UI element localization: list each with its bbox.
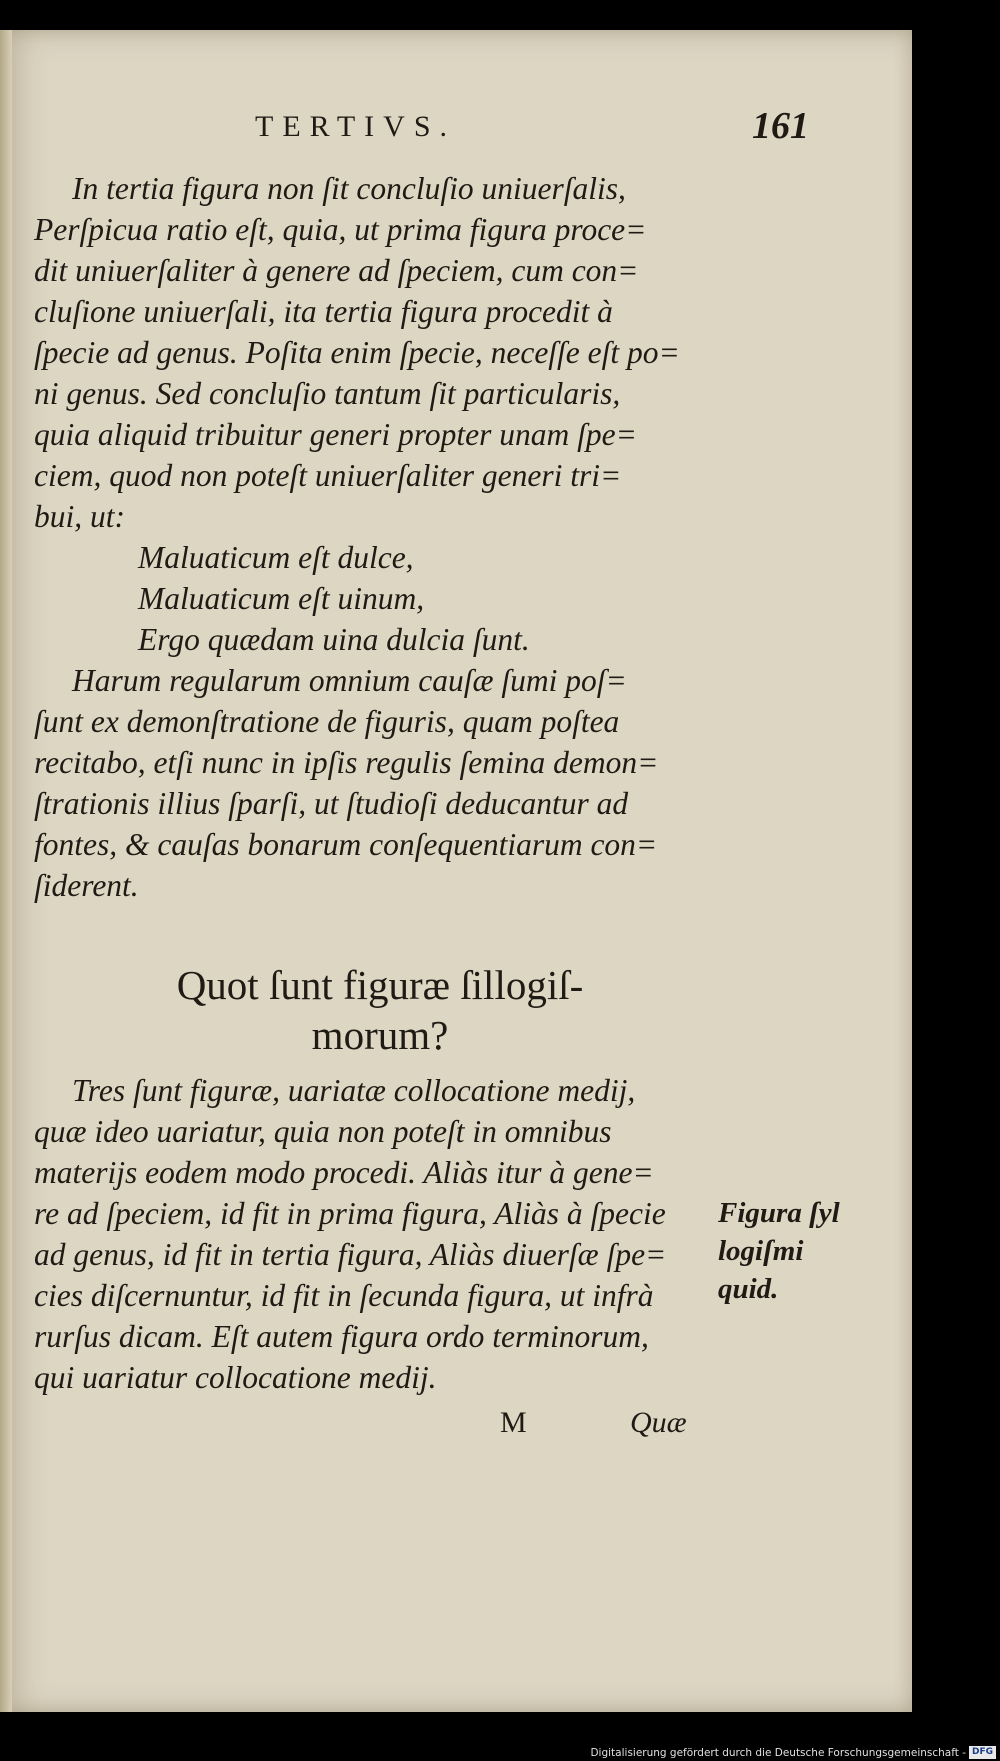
text-line: quæ ideo uariatur, quia non poteſt in omnibus [34, 1114, 612, 1149]
heading-line: Quot ſunt figuræ ſillogiſ- [176, 962, 584, 1008]
credit-text: Digitalisierung gefördert durch die Deutsche Forschungsgemeinschaft - [590, 1746, 966, 1759]
text-line: cluſione uniuerſali, ita tertia figura procedit à [34, 294, 613, 329]
text-line: dit uniuerſaliter à genere ad ſpeciem, cum con= [34, 253, 639, 288]
marginal-note-line: quid. [718, 1273, 779, 1305]
text-line: quia aliquid tribuitur generi propter unam ſpe= [34, 417, 637, 452]
text-line: ad genus, id fit in tertia figura, Aliàs diuerſæ ſpe= [34, 1237, 667, 1272]
book-page [0, 30, 912, 1712]
text-block-lower [34, 1070, 724, 1398]
text-line: Harum regularum omnium cauſæ ſumi poſ= [72, 663, 627, 698]
text-line: re ad ſpeciem, id fit in prima figura, Aliàs à ſpecie [34, 1196, 666, 1231]
text-line: Perſpicua ratio eſt, quia, ut prima figura proce= [34, 212, 647, 247]
marginal-note-line: logiſmi [718, 1235, 804, 1267]
text-line: qui uariatur collocatione medij. [34, 1360, 437, 1395]
text-line: recitabo, etſi nunc in ipſis regulis ſemina demon= [34, 745, 659, 780]
text-line: ſunt ex demonſtratione de figuris, quam poſtea [34, 704, 620, 739]
text-line: Tres ſunt figuræ, uariatæ collocatione medij, [72, 1073, 636, 1108]
text-line: cies diſcernuntur, id fit in ſecunda figura, ut infrà [34, 1278, 654, 1313]
digitization-credit [590, 1746, 996, 1759]
running-head: TERTIVS. [255, 110, 457, 143]
marginal-note [718, 1194, 840, 1308]
signature-mark: M [500, 1406, 527, 1439]
text-line: bui, ut: [34, 499, 125, 534]
text-line: ſpecie ad genus. Poſita enim ſpecie, neceſſe eſt po= [34, 335, 680, 370]
section-heading [0, 960, 760, 1060]
marginal-note-line: Figura ſyl [718, 1197, 840, 1229]
text-line: fontes, & cauſas bonarum conſequentiarum con= [34, 827, 658, 862]
syllogism-line: Ergo quædam uina dulcia ſunt. [138, 622, 530, 657]
text-line: rurſus dicam. Eſt autem figura ordo terminorum, [34, 1319, 649, 1354]
dfg-logo: DFG [969, 1746, 996, 1759]
catchword: Quæ [630, 1406, 687, 1439]
text-line: ſiderent. [34, 868, 139, 903]
page-number: 161 [752, 105, 809, 147]
syllogism-line: Maluaticum eſt uinum, [138, 581, 425, 616]
text-line: ciem, quod non poteſt uniuerſaliter generi tri= [34, 458, 622, 493]
text-line: ſtrationis illius ſparſi, ut ſtudioſi deducantur ad [34, 786, 629, 821]
text-line: materijs eodem modo procedi. Aliàs itur à gene= [34, 1155, 654, 1190]
heading-line: morum? [311, 1012, 449, 1058]
syllogism-line: Maluaticum eſt dulce, [138, 540, 414, 575]
text-line: In tertia figura non ſit concluſio uniuerſalis, [72, 171, 626, 206]
text-line: ni genus. Sed concluſio tantum ſit particularis, [34, 376, 621, 411]
text-block-upper [34, 168, 754, 906]
